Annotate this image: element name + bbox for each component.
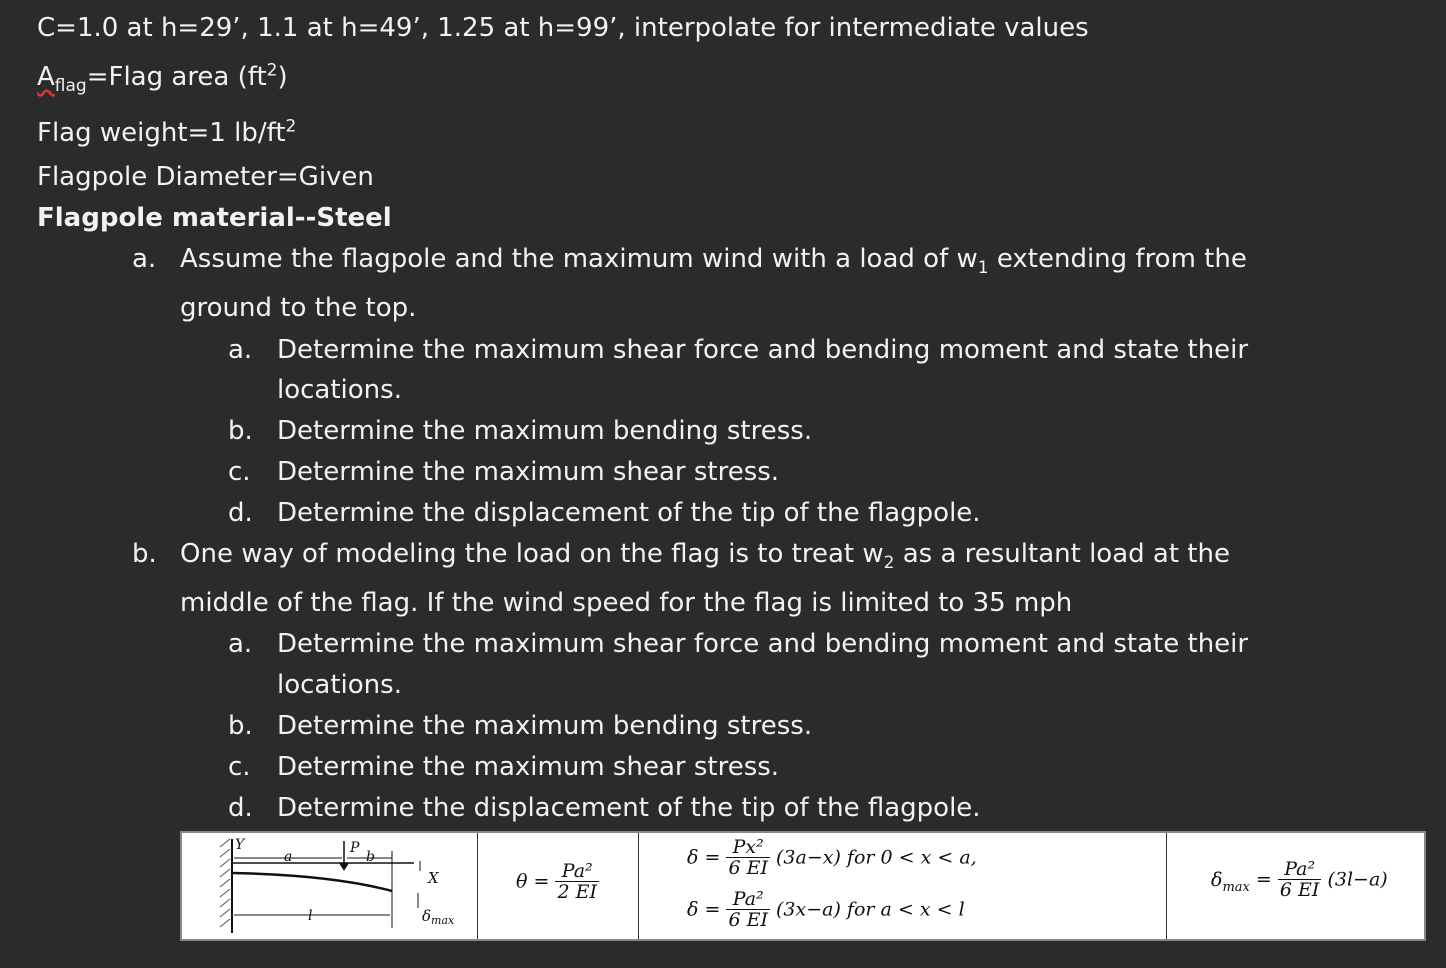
- flag-area-line: $A_{flag}=Flag$ area $(ft^2)$: [37, 60, 288, 97]
- deflection-formula-1: δ = $\frac{\text{Px²}}{6 EI}$ (3a−x) for 0 < x < a,: [687, 836, 977, 879]
- deflection-cell: [639, 833, 1167, 939]
- part-a-marker: a.: [132, 244, 157, 274]
- beam-diagram-cell: [182, 833, 478, 939]
- part-a-item-a-line2: locations.: [277, 375, 402, 405]
- part-b-item-c-line1: Determine the maximum shear stress.: [277, 752, 780, 782]
- deflected-beam: [232, 873, 392, 891]
- x-axis-label: X: [428, 869, 439, 887]
- part-a-text-line2: ground to the top.: [180, 293, 417, 323]
- flag-weight-line: Flag weight=1 $lb/ft^2$: [37, 116, 297, 148]
- max-deflection-cell: [1167, 833, 1424, 939]
- part-b-text-line2: middle of the flag. If the wind speed for the flag is limited to 35 mph: [180, 588, 1073, 618]
- part-b-item-a-marker: a.: [228, 629, 253, 659]
- part-b-item-d-marker: d.: [228, 793, 253, 823]
- part-a-item-c-marker: c.: [228, 457, 251, 487]
- part-a-item-d-marker: d.: [228, 498, 253, 528]
- slope-cell: [478, 833, 639, 939]
- load-p-label: P: [350, 840, 360, 856]
- part-a-item-a-line1: Determine the maximum shear force and bending moment and state their: [277, 335, 1249, 365]
- part-b-item-b-line1: Determine the maximum bending stress.: [277, 711, 813, 741]
- dimension-a-label: a: [284, 849, 293, 865]
- flagpole-diameter-line: Flagpole Diameter=Given: [37, 162, 374, 192]
- cantilever-beam-diagram: [182, 833, 477, 939]
- beam-formula-table: [180, 831, 1426, 941]
- part-a-item-b-marker: b.: [228, 416, 253, 446]
- part-b-text-line1: One way of modeling the load on the flag is to treat $w_2$ as a resultant load at the: [180, 539, 1230, 574]
- dimension-l-label: l: [308, 908, 313, 924]
- slope-formula: θ = $\frac{\text{Pa²}}{2 EI}$: [516, 860, 597, 903]
- flagpole-material-line: Flagpole material--Steel: [37, 203, 392, 233]
- load-arrow-head: [339, 863, 349, 871]
- part-a-item-c-line1: Determine the maximum shear stress.: [277, 457, 780, 487]
- part-b-item-a-line1: Determine the maximum shear force and bending moment and state their: [277, 629, 1249, 659]
- delta-max-label: $\delta_{max}$: [422, 907, 455, 927]
- c-coefficient-line: C=1.0 at h=29’, 1.1 at h=49’, 1.25 at h=99’, interpolate for intermediate values: [37, 13, 1089, 43]
- part-a-item-b-line1: Determine the maximum bending stress.: [277, 416, 813, 446]
- y-axis-label: Y: [235, 837, 245, 853]
- part-a-item-d-line1: Determine the displacement of the tip of the flagpole.: [277, 498, 981, 528]
- max-deflection-formula: $\delta_{max}$ = $\frac{\text{Pa²}}{6 EI}$ (3l−a): [1211, 858, 1388, 901]
- dimension-b-label: b: [366, 849, 375, 865]
- deflection-formula-2: δ = $\frac{\text{Pa²}}{6 EI}$ (3x−a) for a < x < l: [687, 888, 965, 931]
- part-b-marker: b.: [132, 539, 157, 569]
- part-b-item-b-marker: b.: [228, 711, 253, 741]
- part-a-item-a-marker: a.: [228, 335, 253, 365]
- part-a-text-line1: Assume the flagpole and the maximum wind with a load of $w_1$ extending from the: [180, 244, 1247, 279]
- part-b-item-a-line2: locations.: [277, 670, 402, 700]
- part-b-item-c-marker: c.: [228, 752, 251, 782]
- aflag-symbol: $A_{flag}$: [37, 62, 87, 97]
- part-b-item-d-line1: Determine the displacement of the tip of the flagpole.: [277, 793, 981, 823]
